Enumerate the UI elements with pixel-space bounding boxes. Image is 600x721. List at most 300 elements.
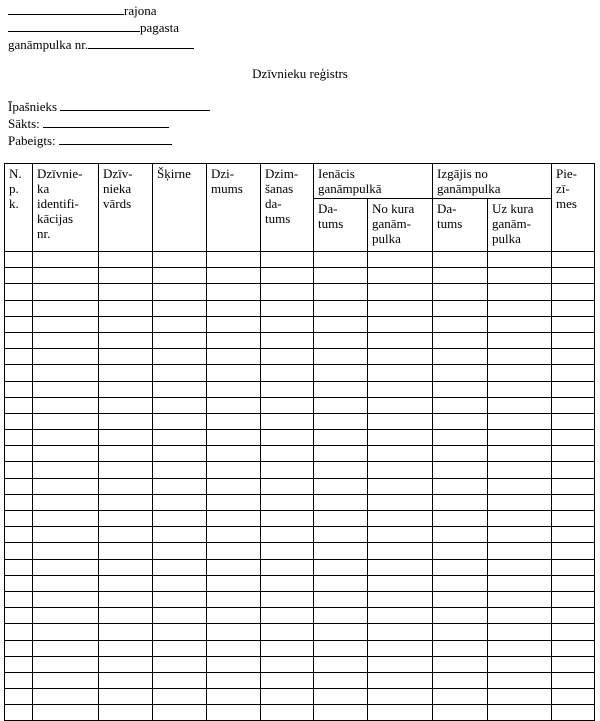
- table-cell[interactable]: [5, 494, 33, 510]
- table-cell[interactable]: [261, 332, 314, 348]
- table-cell[interactable]: [33, 624, 99, 640]
- table-cell[interactable]: [261, 656, 314, 672]
- table-cell[interactable]: [261, 705, 314, 721]
- table-cell[interactable]: [488, 462, 552, 478]
- table-cell[interactable]: [368, 543, 433, 559]
- table-cell[interactable]: [314, 672, 368, 688]
- table-cell[interactable]: [5, 430, 33, 446]
- table-cell[interactable]: [368, 397, 433, 413]
- table-cell[interactable]: [99, 462, 153, 478]
- table-cell[interactable]: [433, 608, 488, 624]
- table-cell[interactable]: [153, 349, 207, 365]
- table-cell[interactable]: [314, 300, 368, 316]
- table-cell[interactable]: [33, 381, 99, 397]
- table-cell[interactable]: [433, 381, 488, 397]
- table-cell[interactable]: [368, 413, 433, 429]
- table-cell[interactable]: [488, 494, 552, 510]
- table-cell[interactable]: [261, 284, 314, 300]
- table-cell[interactable]: [433, 300, 488, 316]
- table-cell[interactable]: [261, 413, 314, 429]
- table-cell[interactable]: [99, 300, 153, 316]
- table-cell[interactable]: [433, 332, 488, 348]
- table-cell[interactable]: [99, 575, 153, 591]
- table-cell[interactable]: [488, 511, 552, 527]
- table-cell[interactable]: [207, 527, 261, 543]
- table-cell[interactable]: [261, 462, 314, 478]
- table-cell[interactable]: [261, 316, 314, 332]
- table-cell[interactable]: [433, 268, 488, 284]
- table-cell[interactable]: [261, 300, 314, 316]
- table-cell[interactable]: [33, 591, 99, 607]
- table-cell[interactable]: [153, 527, 207, 543]
- table-cell[interactable]: [368, 705, 433, 721]
- table-cell[interactable]: [552, 300, 595, 316]
- table-cell[interactable]: [33, 527, 99, 543]
- table-cell[interactable]: [5, 689, 33, 705]
- table-cell[interactable]: [153, 332, 207, 348]
- table-cell[interactable]: [488, 397, 552, 413]
- table-cell[interactable]: [488, 478, 552, 494]
- table-cell[interactable]: [99, 349, 153, 365]
- district-blank[interactable]: [8, 2, 124, 15]
- table-cell[interactable]: [5, 672, 33, 688]
- table-cell[interactable]: [261, 608, 314, 624]
- table-cell[interactable]: [552, 381, 595, 397]
- table-cell[interactable]: [368, 494, 433, 510]
- table-cell[interactable]: [433, 575, 488, 591]
- table-cell[interactable]: [153, 672, 207, 688]
- table-cell[interactable]: [488, 381, 552, 397]
- table-cell[interactable]: [552, 446, 595, 462]
- table-cell[interactable]: [153, 446, 207, 462]
- table-cell[interactable]: [552, 494, 595, 510]
- table-cell[interactable]: [33, 608, 99, 624]
- table-cell[interactable]: [207, 575, 261, 591]
- table-cell[interactable]: [261, 575, 314, 591]
- table-cell[interactable]: [368, 591, 433, 607]
- table-cell[interactable]: [488, 656, 552, 672]
- table-cell[interactable]: [314, 462, 368, 478]
- table-cell[interactable]: [153, 316, 207, 332]
- table-cell[interactable]: [153, 300, 207, 316]
- table-cell[interactable]: [552, 349, 595, 365]
- table-cell[interactable]: [33, 316, 99, 332]
- table-cell[interactable]: [207, 446, 261, 462]
- table-cell[interactable]: [153, 462, 207, 478]
- table-cell[interactable]: [368, 365, 433, 381]
- table-cell[interactable]: [368, 349, 433, 365]
- table-cell[interactable]: [153, 705, 207, 721]
- table-cell[interactable]: [33, 640, 99, 656]
- table-cell[interactable]: [368, 268, 433, 284]
- table-cell[interactable]: [314, 543, 368, 559]
- table-cell[interactable]: [99, 591, 153, 607]
- table-cell[interactable]: [33, 284, 99, 300]
- table-cell[interactable]: [153, 268, 207, 284]
- table-cell[interactable]: [261, 478, 314, 494]
- table-cell[interactable]: [261, 591, 314, 607]
- table-cell[interactable]: [207, 624, 261, 640]
- table-cell[interactable]: [153, 252, 207, 268]
- table-cell[interactable]: [5, 705, 33, 721]
- table-cell[interactable]: [433, 527, 488, 543]
- table-cell[interactable]: [261, 559, 314, 575]
- table-cell[interactable]: [314, 446, 368, 462]
- table-cell[interactable]: [5, 332, 33, 348]
- table-cell[interactable]: [552, 559, 595, 575]
- table-cell[interactable]: [488, 252, 552, 268]
- table-cell[interactable]: [314, 559, 368, 575]
- table-cell[interactable]: [99, 381, 153, 397]
- table-cell[interactable]: [488, 575, 552, 591]
- table-cell[interactable]: [5, 575, 33, 591]
- table-cell[interactable]: [552, 430, 595, 446]
- table-cell[interactable]: [314, 397, 368, 413]
- table-cell[interactable]: [368, 672, 433, 688]
- table-cell[interactable]: [488, 559, 552, 575]
- table-cell[interactable]: [99, 413, 153, 429]
- table-cell[interactable]: [153, 575, 207, 591]
- table-cell[interactable]: [99, 511, 153, 527]
- table-cell[interactable]: [433, 349, 488, 365]
- table-cell[interactable]: [314, 332, 368, 348]
- table-cell[interactable]: [153, 624, 207, 640]
- table-cell[interactable]: [5, 365, 33, 381]
- table-cell[interactable]: [207, 608, 261, 624]
- table-cell[interactable]: [207, 284, 261, 300]
- table-cell[interactable]: [33, 252, 99, 268]
- table-cell[interactable]: [153, 689, 207, 705]
- table-cell[interactable]: [33, 365, 99, 381]
- table-cell[interactable]: [314, 316, 368, 332]
- table-cell[interactable]: [368, 624, 433, 640]
- table-cell[interactable]: [99, 672, 153, 688]
- table-cell[interactable]: [261, 624, 314, 640]
- table-cell[interactable]: [368, 446, 433, 462]
- table-cell[interactable]: [488, 413, 552, 429]
- table-cell[interactable]: [153, 591, 207, 607]
- table-cell[interactable]: [33, 349, 99, 365]
- table-cell[interactable]: [99, 365, 153, 381]
- table-cell[interactable]: [33, 494, 99, 510]
- table-cell[interactable]: [5, 300, 33, 316]
- table-cell[interactable]: [314, 527, 368, 543]
- table-cell[interactable]: [314, 413, 368, 429]
- table-cell[interactable]: [368, 332, 433, 348]
- table-cell[interactable]: [368, 656, 433, 672]
- table-cell[interactable]: [433, 316, 488, 332]
- table-cell[interactable]: [314, 624, 368, 640]
- table-cell[interactable]: [433, 446, 488, 462]
- table-cell[interactable]: [99, 624, 153, 640]
- table-cell[interactable]: [314, 365, 368, 381]
- table-cell[interactable]: [33, 446, 99, 462]
- table-cell[interactable]: [314, 705, 368, 721]
- table-cell[interactable]: [153, 365, 207, 381]
- table-cell[interactable]: [433, 705, 488, 721]
- table-cell[interactable]: [99, 705, 153, 721]
- table-cell[interactable]: [488, 446, 552, 462]
- table-cell[interactable]: [261, 672, 314, 688]
- table-cell[interactable]: [552, 284, 595, 300]
- table-cell[interactable]: [368, 559, 433, 575]
- table-cell[interactable]: [552, 332, 595, 348]
- table-cell[interactable]: [5, 462, 33, 478]
- table-cell[interactable]: [488, 689, 552, 705]
- table-cell[interactable]: [261, 349, 314, 365]
- table-cell[interactable]: [368, 689, 433, 705]
- table-cell[interactable]: [552, 705, 595, 721]
- table-cell[interactable]: [433, 462, 488, 478]
- table-cell[interactable]: [314, 608, 368, 624]
- table-cell[interactable]: [261, 446, 314, 462]
- table-cell[interactable]: [5, 413, 33, 429]
- table-cell[interactable]: [5, 624, 33, 640]
- table-cell[interactable]: [488, 365, 552, 381]
- table-cell[interactable]: [207, 591, 261, 607]
- herd-number-blank[interactable]: [88, 36, 194, 49]
- table-cell[interactable]: [207, 332, 261, 348]
- table-cell[interactable]: [488, 640, 552, 656]
- table-cell[interactable]: [314, 381, 368, 397]
- table-cell[interactable]: [5, 656, 33, 672]
- table-cell[interactable]: [488, 672, 552, 688]
- table-cell[interactable]: [261, 494, 314, 510]
- table-cell[interactable]: [368, 575, 433, 591]
- table-cell[interactable]: [99, 640, 153, 656]
- table-cell[interactable]: [314, 478, 368, 494]
- table-cell[interactable]: [552, 672, 595, 688]
- table-cell[interactable]: [5, 397, 33, 413]
- table-cell[interactable]: [207, 316, 261, 332]
- table-cell[interactable]: [433, 656, 488, 672]
- table-cell[interactable]: [207, 705, 261, 721]
- table-cell[interactable]: [99, 316, 153, 332]
- table-cell[interactable]: [153, 413, 207, 429]
- table-cell[interactable]: [314, 511, 368, 527]
- table-cell[interactable]: [153, 397, 207, 413]
- table-cell[interactable]: [207, 252, 261, 268]
- table-cell[interactable]: [368, 430, 433, 446]
- table-cell[interactable]: [552, 608, 595, 624]
- table-cell[interactable]: [368, 527, 433, 543]
- table-cell[interactable]: [33, 656, 99, 672]
- table-cell[interactable]: [153, 478, 207, 494]
- table-cell[interactable]: [99, 430, 153, 446]
- table-cell[interactable]: [552, 478, 595, 494]
- table-cell[interactable]: [314, 656, 368, 672]
- table-cell[interactable]: [314, 575, 368, 591]
- table-cell[interactable]: [33, 413, 99, 429]
- table-cell[interactable]: [552, 397, 595, 413]
- table-cell[interactable]: [153, 559, 207, 575]
- table-cell[interactable]: [488, 543, 552, 559]
- table-cell[interactable]: [207, 462, 261, 478]
- table-cell[interactable]: [433, 494, 488, 510]
- table-cell[interactable]: [207, 689, 261, 705]
- table-cell[interactable]: [207, 413, 261, 429]
- table-cell[interactable]: [5, 284, 33, 300]
- table-cell[interactable]: [99, 689, 153, 705]
- table-cell[interactable]: [33, 430, 99, 446]
- table-cell[interactable]: [33, 559, 99, 575]
- table-cell[interactable]: [99, 478, 153, 494]
- table-cell[interactable]: [488, 608, 552, 624]
- table-cell[interactable]: [552, 268, 595, 284]
- table-cell[interactable]: [433, 689, 488, 705]
- table-cell[interactable]: [33, 397, 99, 413]
- table-cell[interactable]: [368, 300, 433, 316]
- table-cell[interactable]: [153, 543, 207, 559]
- table-cell[interactable]: [33, 300, 99, 316]
- table-cell[interactable]: [33, 672, 99, 688]
- table-cell[interactable]: [552, 591, 595, 607]
- table-cell[interactable]: [368, 478, 433, 494]
- table-cell[interactable]: [207, 672, 261, 688]
- table-cell[interactable]: [153, 640, 207, 656]
- table-cell[interactable]: [207, 300, 261, 316]
- table-cell[interactable]: [99, 284, 153, 300]
- table-cell[interactable]: [5, 591, 33, 607]
- table-cell[interactable]: [314, 689, 368, 705]
- table-cell[interactable]: [552, 624, 595, 640]
- table-cell[interactable]: [433, 640, 488, 656]
- table-cell[interactable]: [368, 640, 433, 656]
- table-cell[interactable]: [261, 543, 314, 559]
- table-cell[interactable]: [433, 430, 488, 446]
- table-cell[interactable]: [5, 527, 33, 543]
- table-cell[interactable]: [5, 559, 33, 575]
- table-cell[interactable]: [153, 381, 207, 397]
- table-cell[interactable]: [99, 608, 153, 624]
- table-cell[interactable]: [552, 365, 595, 381]
- table-cell[interactable]: [5, 268, 33, 284]
- table-cell[interactable]: [433, 591, 488, 607]
- table-cell[interactable]: [5, 640, 33, 656]
- table-cell[interactable]: [433, 543, 488, 559]
- table-cell[interactable]: [261, 381, 314, 397]
- table-cell[interactable]: [99, 252, 153, 268]
- finished-blank[interactable]: [59, 132, 172, 145]
- table-cell[interactable]: [261, 268, 314, 284]
- table-cell[interactable]: [33, 462, 99, 478]
- table-cell[interactable]: [488, 268, 552, 284]
- table-cell[interactable]: [433, 559, 488, 575]
- table-cell[interactable]: [33, 705, 99, 721]
- table-cell[interactable]: [261, 640, 314, 656]
- table-cell[interactable]: [261, 365, 314, 381]
- table-cell[interactable]: [207, 543, 261, 559]
- table-cell[interactable]: [488, 332, 552, 348]
- table-cell[interactable]: [33, 689, 99, 705]
- table-cell[interactable]: [5, 608, 33, 624]
- table-cell[interactable]: [5, 543, 33, 559]
- table-cell[interactable]: [368, 284, 433, 300]
- table-cell[interactable]: [33, 478, 99, 494]
- table-cell[interactable]: [207, 430, 261, 446]
- table-cell[interactable]: [153, 494, 207, 510]
- table-cell[interactable]: [207, 511, 261, 527]
- table-cell[interactable]: [207, 559, 261, 575]
- table-cell[interactable]: [99, 543, 153, 559]
- table-cell[interactable]: [261, 430, 314, 446]
- table-cell[interactable]: [5, 446, 33, 462]
- table-cell[interactable]: [314, 349, 368, 365]
- table-cell[interactable]: [99, 656, 153, 672]
- table-cell[interactable]: [314, 430, 368, 446]
- table-cell[interactable]: [314, 252, 368, 268]
- table-cell[interactable]: [99, 494, 153, 510]
- table-cell[interactable]: [368, 252, 433, 268]
- table-cell[interactable]: [368, 462, 433, 478]
- table-cell[interactable]: [153, 430, 207, 446]
- table-cell[interactable]: [33, 543, 99, 559]
- table-cell[interactable]: [488, 349, 552, 365]
- table-cell[interactable]: [433, 397, 488, 413]
- table-cell[interactable]: [552, 543, 595, 559]
- table-cell[interactable]: [207, 478, 261, 494]
- table-cell[interactable]: [5, 316, 33, 332]
- table-cell[interactable]: [33, 268, 99, 284]
- table-cell[interactable]: [488, 591, 552, 607]
- table-cell[interactable]: [552, 462, 595, 478]
- table-cell[interactable]: [488, 624, 552, 640]
- table-cell[interactable]: [433, 252, 488, 268]
- table-cell[interactable]: [314, 284, 368, 300]
- table-cell[interactable]: [5, 252, 33, 268]
- table-cell[interactable]: [99, 268, 153, 284]
- table-cell[interactable]: [433, 624, 488, 640]
- table-cell[interactable]: [207, 349, 261, 365]
- table-cell[interactable]: [368, 511, 433, 527]
- table-cell[interactable]: [552, 511, 595, 527]
- table-cell[interactable]: [5, 478, 33, 494]
- table-cell[interactable]: [488, 527, 552, 543]
- table-cell[interactable]: [207, 381, 261, 397]
- table-cell[interactable]: [314, 268, 368, 284]
- table-cell[interactable]: [314, 494, 368, 510]
- table-cell[interactable]: [552, 527, 595, 543]
- table-cell[interactable]: [99, 559, 153, 575]
- table-cell[interactable]: [552, 413, 595, 429]
- table-cell[interactable]: [552, 656, 595, 672]
- table-cell[interactable]: [207, 656, 261, 672]
- table-cell[interactable]: [99, 446, 153, 462]
- table-cell[interactable]: [552, 316, 595, 332]
- table-cell[interactable]: [5, 511, 33, 527]
- table-cell[interactable]: [433, 478, 488, 494]
- table-cell[interactable]: [33, 332, 99, 348]
- table-cell[interactable]: [552, 640, 595, 656]
- table-cell[interactable]: [433, 284, 488, 300]
- table-cell[interactable]: [552, 252, 595, 268]
- table-cell[interactable]: [261, 527, 314, 543]
- table-cell[interactable]: [207, 365, 261, 381]
- parish-blank[interactable]: [8, 19, 140, 32]
- table-cell[interactable]: [33, 575, 99, 591]
- table-cell[interactable]: [433, 511, 488, 527]
- table-cell[interactable]: [433, 365, 488, 381]
- table-cell[interactable]: [5, 381, 33, 397]
- table-cell[interactable]: [207, 268, 261, 284]
- started-blank[interactable]: [43, 115, 169, 128]
- table-cell[interactable]: [153, 511, 207, 527]
- table-cell[interactable]: [488, 300, 552, 316]
- table-cell[interactable]: [261, 252, 314, 268]
- table-cell[interactable]: [433, 413, 488, 429]
- table-cell[interactable]: [261, 511, 314, 527]
- table-cell[interactable]: [261, 397, 314, 413]
